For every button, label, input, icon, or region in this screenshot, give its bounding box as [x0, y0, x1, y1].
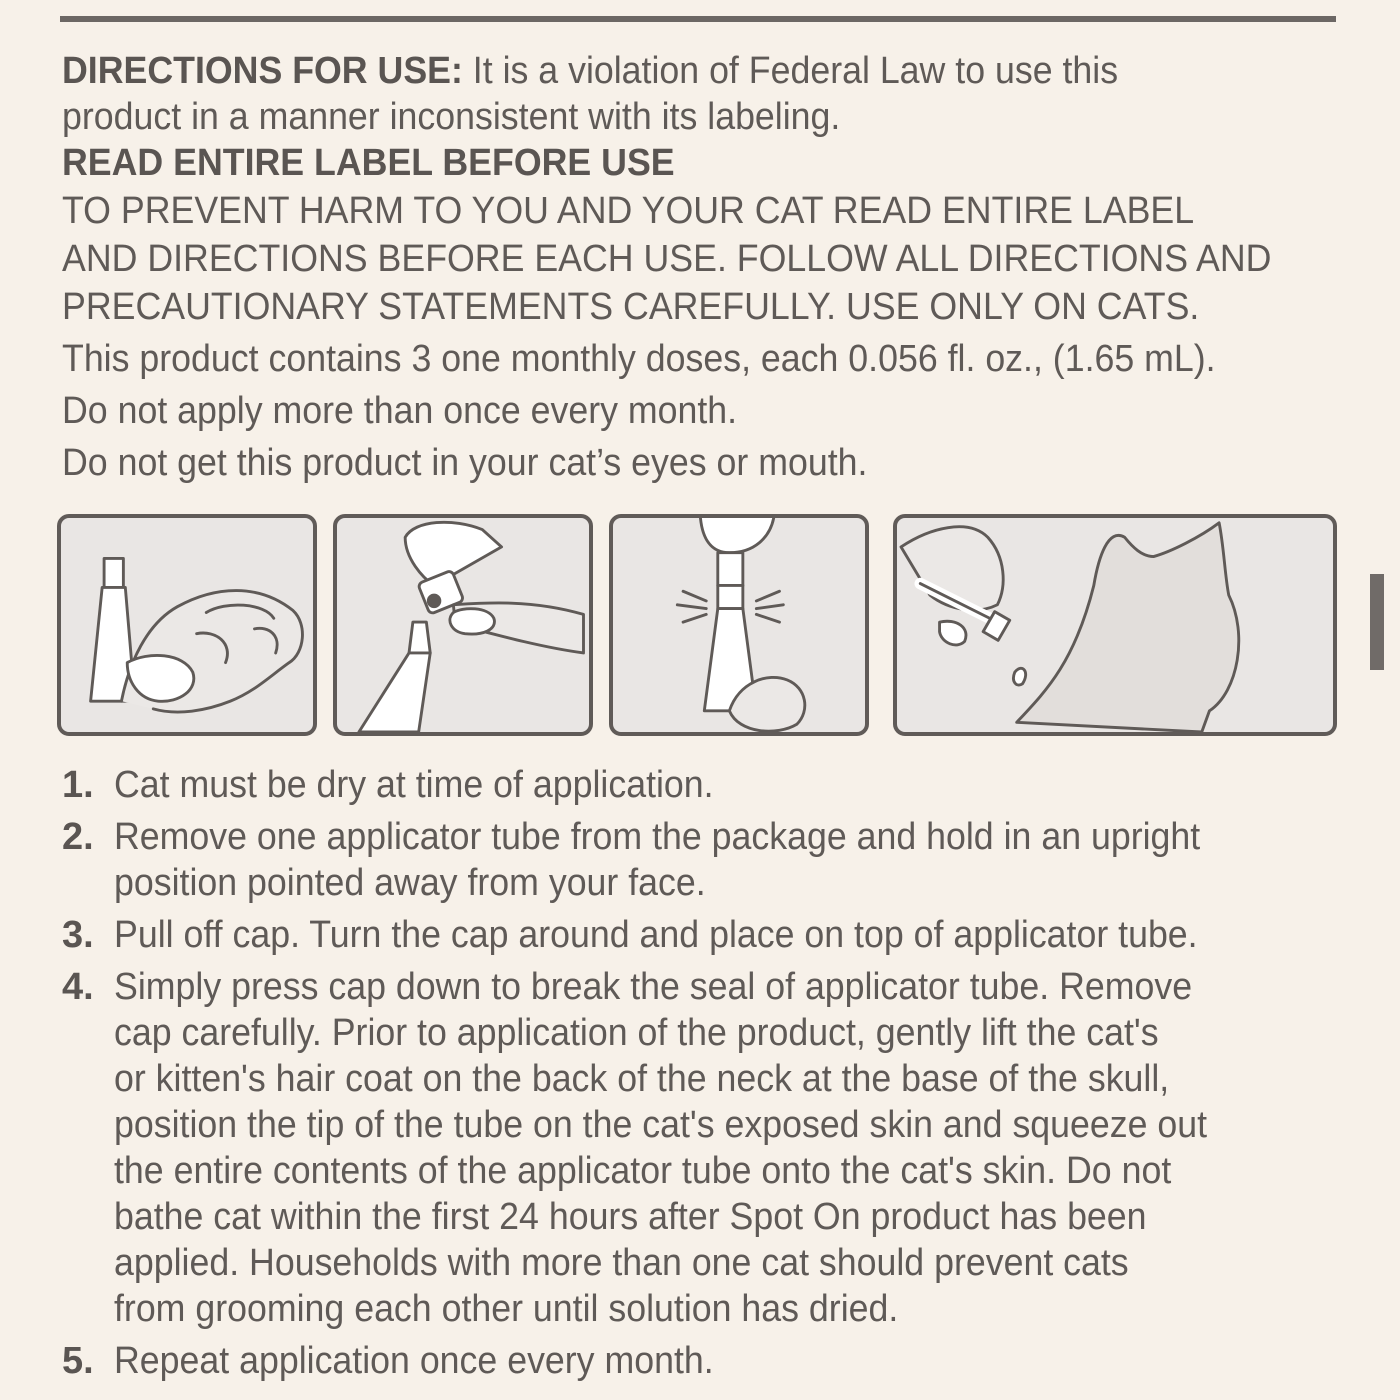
step-line: Cat must be dry at time of application.: [114, 764, 714, 806]
step-line: from grooming each other until solution has dried.: [114, 1288, 899, 1330]
directions-label: DIRECTIONS FOR USE:: [62, 50, 463, 92]
read-label-heading: READ ENTIRE LABEL BEFORE USE: [62, 142, 675, 184]
step-text: [114, 964, 1278, 1332]
step-number: 3.: [62, 914, 94, 956]
step-line: Simply press cap down to break the seal of applicator tube. Remove: [114, 966, 1193, 1008]
step-text: [114, 814, 1278, 906]
note-doses: This product contains 3 one monthly doses, each 0.056 fl. oz., (1.65 mL).: [62, 338, 1216, 380]
apply-to-cat-icon: [893, 514, 1337, 736]
step-text: [114, 1338, 1278, 1384]
press-cap-icon: [609, 514, 869, 736]
warning-line-1: TO PREVENT HARM TO YOU AND YOUR CAT READ ENTIRE LABEL: [62, 190, 1195, 232]
note-eyes-mouth: Do not get this product in your cat’s eyes or mouth.: [62, 442, 868, 484]
hold-tube-icon: [57, 514, 317, 736]
note-frequency: Do not apply more than once every month.: [62, 390, 738, 432]
pull-cap-icon: [333, 514, 593, 736]
step-2: [62, 814, 1352, 906]
step-line: Repeat application once every month.: [114, 1340, 714, 1382]
step-1: [62, 762, 1352, 808]
directions-text-2: product in a manner inconsistent with its labeling.: [62, 96, 841, 138]
step-line: or kitten's hair coat on the back of the neck at the base of the skull,: [114, 1058, 1170, 1100]
directions-text-1: It is a violation of Federal Law to use this: [462, 50, 1119, 92]
step-3: [62, 912, 1352, 958]
step-4: [62, 964, 1352, 1332]
step-number: 5.: [62, 1340, 94, 1382]
step-line: cap carefully. Prior to application of the product, gently lift the cat's: [114, 1012, 1159, 1054]
step-number: 2.: [62, 816, 94, 858]
intro-section: [62, 48, 1362, 486]
step-line: the entire contents of the applicator tube onto the cat's skin. Do not: [114, 1150, 1172, 1192]
warning-line-2: AND DIRECTIONS BEFORE EACH USE. FOLLOW ALL DIRECTIONS AND: [62, 238, 1272, 280]
step-line: Remove one applicator tube from the package and hold in an upright: [114, 816, 1201, 858]
directions-line: [62, 48, 1284, 94]
step-line: position the tip of the tube on the cat's exposed skin and squeeze out: [114, 1104, 1208, 1146]
step-line: applied. Households with more than one cat should prevent cats: [114, 1242, 1129, 1284]
step-text: [114, 762, 1278, 808]
step-line: bathe cat within the first 24 hours after Spot On product has been: [114, 1196, 1147, 1238]
step-number: 1.: [62, 764, 94, 806]
steps-list: [62, 762, 1352, 1390]
step-line: position pointed away from your face.: [114, 862, 706, 904]
step-text: [114, 912, 1278, 958]
step-5: [62, 1338, 1352, 1384]
step-line: Pull off cap. Turn the cap around and place on top of applicator tube.: [114, 914, 1198, 956]
side-tab-marker: [1370, 574, 1384, 670]
top-divider: [60, 16, 1336, 22]
step-number: 4.: [62, 966, 94, 1008]
warning-line-3: PRECAUTIONARY STATEMENTS CAREFULLY. USE ONLY ON CATS.: [62, 286, 1200, 328]
